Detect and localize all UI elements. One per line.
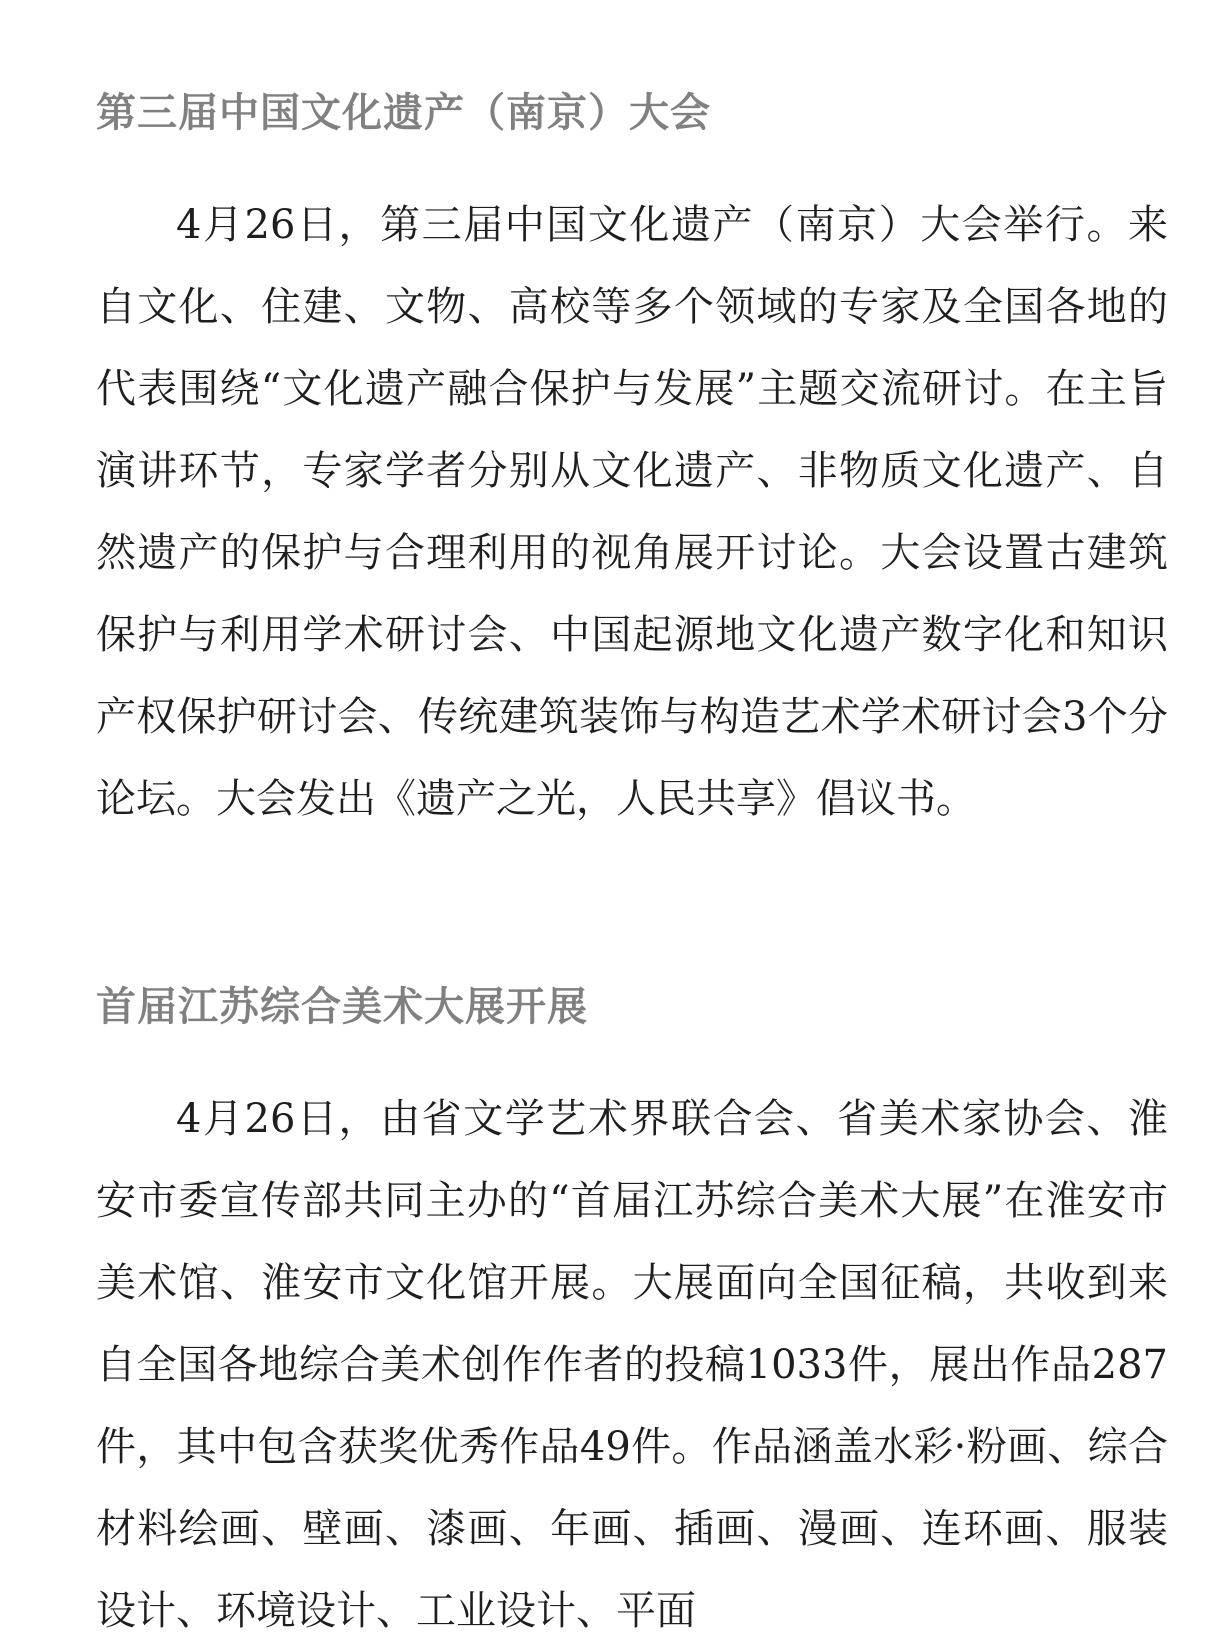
- article-title-jiangsu-art-exhibition: 首届江苏综合美术大展开展: [96, 983, 588, 1030]
- article-body-jiangsu-art-exhibition: 4月26日，由省文学艺术界联合会、省美术家协会、淮安市委宣传部共同主办的“首届江苏综合美术大展”在淮安市美术馆、淮安市文化馆开展。大展面向全国征稿，共收到来自全国各地综合美术创作作者的投稿1033件，展出作品287件，其中包含获奖优秀作品49件。作品涵盖水彩·粉画、综合材料绘画、壁画、漆画、年画、插画、漫画、连环画、服装设计、环境设计、工业设计、平面: [96, 1096, 1168, 1634]
- document-page: [96, 0, 1168, 1642]
- article-title-cultural-heritage-conference: 第三届中国文化遗产（南京）大会: [96, 89, 711, 136]
- article-body-cultural-heritage-conference: 4月26日，第三届中国文化遗产（南京）大会举行。来自文化、住建、文物、高校等多个领域的专家及全国各地的代表围绕“文化遗产融合保护与发展”主题交流研讨。在主旨演讲环节，专家学者分别从文化遗产、非物质文化遗产、自然遗产的保护与合理利用的视角展开讨论。大会设置古建筑保护与利用学术研讨会、中国起源地文化遗产数字化和知识产权保护研讨会、传统建筑装饰与构造艺术学术研讨会3个分论坛。大会发出《遗产之光，人民共享》倡议书。: [96, 202, 1168, 822]
